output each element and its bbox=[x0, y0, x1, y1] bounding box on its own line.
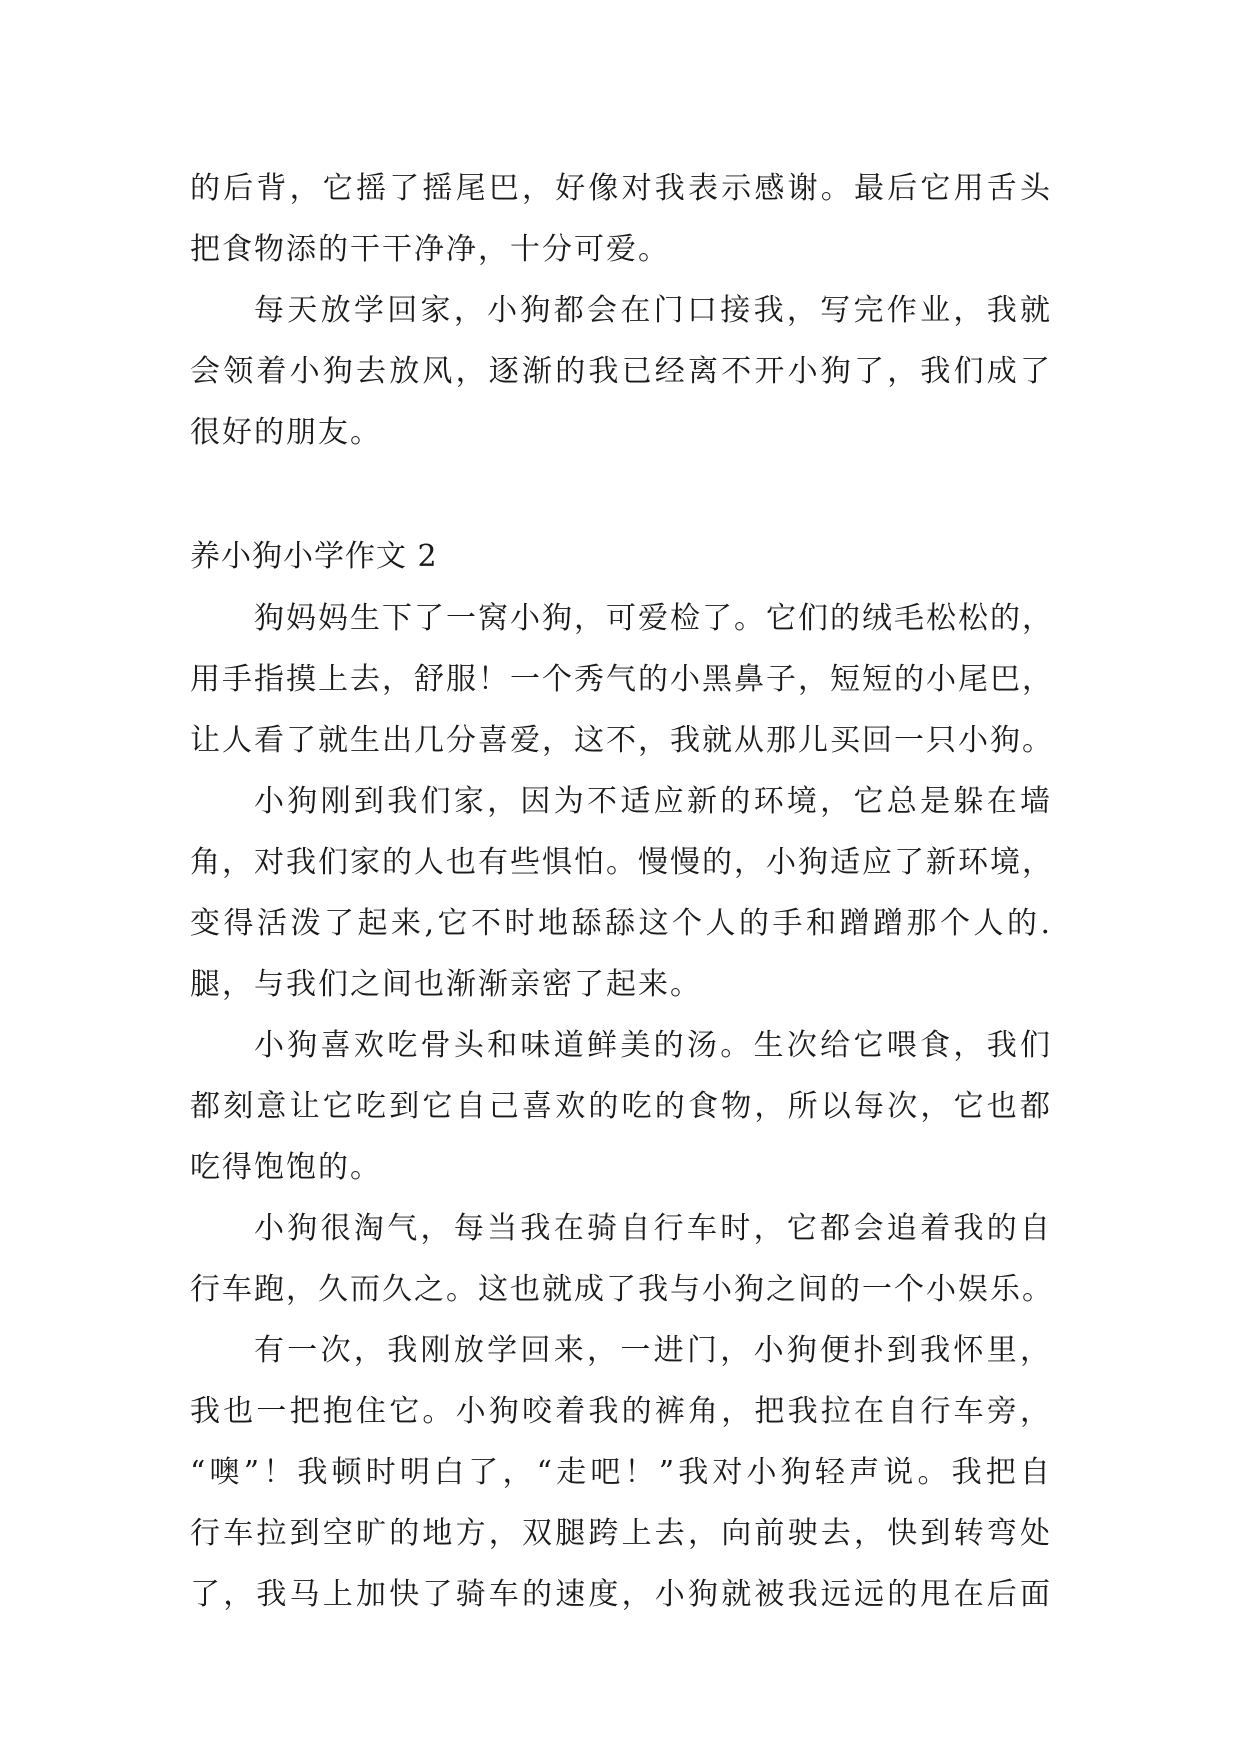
paragraph-line: 行车跑，久而久之。这也就成了我与小狗之间的一个小娱乐。 bbox=[190, 1272, 1054, 1307]
document-page bbox=[190, 158, 1052, 1625]
paragraph-line: “噢”！我顿时明白了，“走吧！”我对小狗轻声说。我把自 bbox=[190, 1455, 1052, 1490]
paragraph-line: 我也一把抱住它。小狗咬着我的裤角，把我拉在自行车旁， bbox=[190, 1394, 1052, 1429]
paragraph-line: 小狗喜欢吃骨头和味道鲜美的汤。生次给它喂食，我们 bbox=[254, 1028, 1052, 1063]
paragraph-line: 的后背，它摇了摇尾巴，好像对我表示感谢。最后它用舌头 bbox=[190, 171, 1052, 206]
paragraph-line: 有一次，我刚放学回来，一进门，小狗便扑到我怀里， bbox=[254, 1333, 1052, 1368]
paragraph-line: 行车拉到空旷的地方，双腿跨上去，向前驶去，快到转弯处 bbox=[190, 1516, 1052, 1551]
essay-title: 养小狗小学作文 2 bbox=[190, 539, 438, 574]
paragraph-line: 都刻意让它吃到它自己喜欢的吃的食物，所以每次，它也都 bbox=[190, 1089, 1052, 1124]
paragraph-line: 很好的朋友。 bbox=[190, 415, 382, 450]
paragraph-line: 狗妈妈生下了一窝小狗，可爱检了。它们的绒毛松松的， bbox=[254, 601, 1054, 636]
paragraph-line: 了，我马上加快了骑车的速度，小狗就被我远远的甩在后面 bbox=[190, 1577, 1052, 1612]
paragraph-line: 吃得饱饱的。 bbox=[190, 1150, 382, 1185]
paragraph-line: 会领着小狗去放风，逐渐的我已经离不开小狗了，我们成了 bbox=[190, 354, 1052, 389]
paragraph-line: 用手指摸上去，舒服！一个秀气的小黑鼻子，短短的小尾巴， bbox=[190, 662, 1054, 697]
paragraph-line: 让人看了就生出几分喜爱，这不，我就从那儿买回一只小狗。 bbox=[190, 723, 1054, 758]
paragraph-line: 角，对我们家的人也有些惧怕。慢慢的，小狗适应了新环境， bbox=[190, 845, 1054, 880]
paragraph-line: 把食物添的干干净净，十分可爱。 bbox=[190, 232, 670, 267]
paragraph-line: 小狗很淘气，每当我在骑自行车时，它都会追着我的自 bbox=[254, 1211, 1052, 1246]
paragraph-line: 腿，与我们之间也渐渐亲密了起来。 bbox=[190, 967, 702, 1002]
paragraph-line: 小狗刚到我们家，因为不适应新的环境，它总是躲在墙 bbox=[254, 784, 1052, 819]
essay-body bbox=[190, 588, 1052, 1625]
paragraph-line: 每天放学回家，小狗都会在门口接我，写完作业，我就 bbox=[254, 293, 1052, 328]
paragraph-line: 变得活泼了起来,它不时地舔舔这个人的手和蹭蹭那个人的. bbox=[190, 906, 1052, 941]
essay-continuation bbox=[190, 158, 1052, 463]
